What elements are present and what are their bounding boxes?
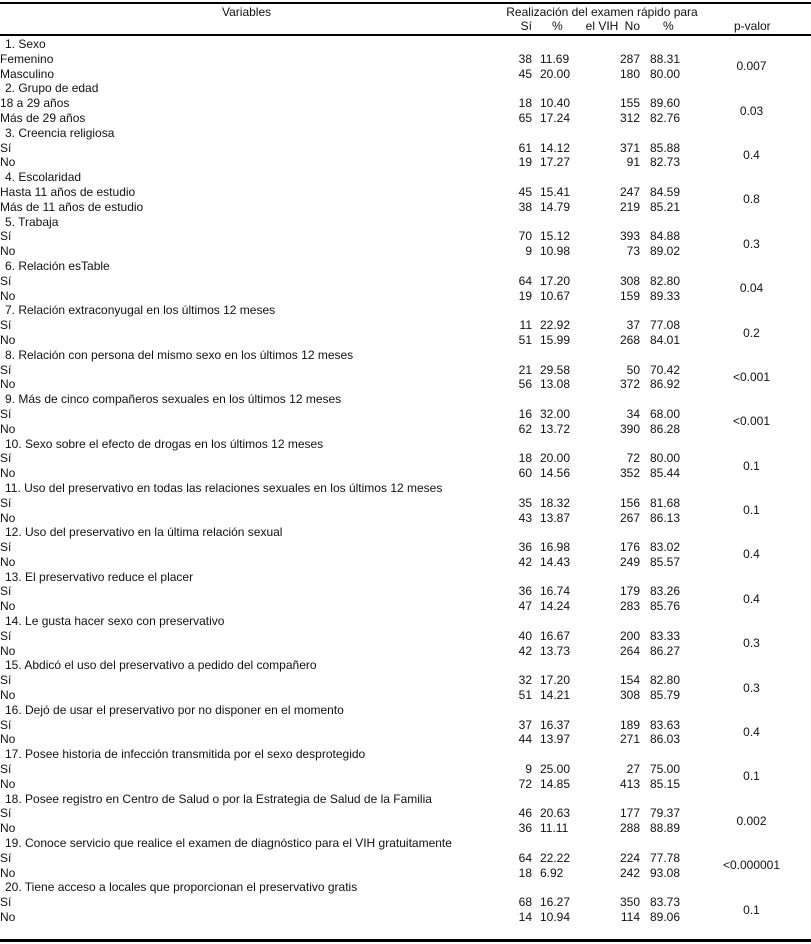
- count-no: 200: [619, 628, 640, 643]
- count-si: 18: [518, 96, 532, 111]
- category-label: Sí: [0, 584, 12, 599]
- category-label: Sí: [0, 273, 12, 288]
- count-no: 393: [619, 229, 640, 244]
- category-label: Hasta 11 años de estudio: [0, 184, 136, 199]
- category-label: No: [0, 554, 16, 569]
- category-label: Sí: [0, 451, 12, 466]
- count-no: 72: [626, 451, 640, 466]
- count-si: 32: [518, 673, 532, 688]
- category-label: No: [0, 421, 16, 436]
- count-no: 268: [619, 332, 640, 347]
- variable-data: [0, 806, 811, 836]
- variable-label: 19. Conoce servicio que realice el examen de diagnóstico para el VIH gratuitamente: [5, 836, 452, 851]
- count-si: 36: [518, 821, 532, 836]
- percent-si: 22.22: [540, 850, 571, 865]
- percent-no: 83.63: [650, 717, 681, 732]
- percent-si: 11.11: [540, 821, 569, 836]
- variable-group: [0, 792, 811, 836]
- count-si: 35: [518, 495, 532, 510]
- category-label: No: [0, 466, 16, 481]
- percent-no: 85.79: [650, 688, 681, 703]
- variable-data: [0, 540, 811, 570]
- count-no: 308: [619, 273, 640, 288]
- count-no: 176: [619, 540, 640, 555]
- percent-no: 80.00: [650, 451, 681, 466]
- count-no: 73: [626, 244, 640, 259]
- variable-label: 12. Uso del preservativo en la última relación sexual: [5, 525, 283, 540]
- variable-data: [0, 96, 811, 126]
- percent-si: 13.08: [540, 377, 571, 392]
- count-no: 413: [619, 776, 640, 791]
- category-label: Sí: [0, 762, 12, 777]
- count-no: 372: [619, 377, 640, 392]
- p-value: 0.1: [743, 769, 760, 784]
- p-value: 0.002: [736, 813, 767, 828]
- percent-si: 16.98: [540, 540, 571, 555]
- percent-si: 17.20: [540, 673, 571, 688]
- percent-si: 13.97: [540, 732, 571, 747]
- count-no: 180: [619, 66, 640, 81]
- percent-si: 16.27: [540, 895, 571, 910]
- count-no: 288: [619, 821, 640, 836]
- percent-si: 10.40: [540, 96, 571, 111]
- percent-si: 14.43: [540, 554, 571, 569]
- variable-data: [0, 629, 811, 659]
- percent-si: 16.37: [540, 717, 571, 732]
- count-no: 249: [619, 554, 640, 569]
- count-si: 11: [519, 318, 532, 333]
- p-value: 0.4: [743, 591, 760, 606]
- p-value: 0.1: [743, 458, 760, 473]
- count-si: 51: [518, 688, 532, 703]
- percent-si: 14.85: [540, 776, 571, 791]
- percent-si: 10.94: [540, 910, 571, 925]
- count-si: 14: [518, 910, 532, 925]
- category-label: Sí: [0, 628, 12, 643]
- variable-data: [0, 229, 811, 259]
- category-label: Sí: [0, 895, 12, 910]
- variable-group: [0, 37, 811, 81]
- percent-no: 85.76: [650, 599, 681, 614]
- p-value: 0.007: [736, 59, 767, 74]
- category-label: Femenino: [0, 51, 54, 66]
- count-no: 177: [619, 806, 640, 821]
- percent-si: 15.41: [540, 184, 571, 199]
- variable-group: [0, 836, 811, 880]
- percent-no: 82.73: [650, 155, 681, 170]
- variable-group: [0, 81, 811, 125]
- count-si: 61: [518, 140, 532, 155]
- variable-label: 6. Relación esTable: [5, 258, 110, 273]
- variable-group: [0, 437, 811, 481]
- percent-si: 16.67: [540, 628, 571, 643]
- variable-data: [0, 318, 811, 348]
- category-label: Más de 29 años: [0, 110, 86, 125]
- percent-no: 93.08: [650, 865, 681, 880]
- variable-label: 3. Creencia religiosa: [5, 125, 115, 140]
- percent-si: 18.32: [540, 495, 571, 510]
- p-value: 0.8: [743, 192, 760, 207]
- count-si: 36: [518, 540, 532, 555]
- variable-label: 16. Dejó de usar el preservativo por no disponer en el momento: [5, 702, 344, 717]
- percent-si: 15.99: [540, 332, 571, 347]
- percent-si: 29.58: [540, 362, 571, 377]
- category-label: No: [0, 776, 16, 791]
- percent-no: 70.42: [650, 362, 681, 377]
- count-si: 18: [518, 451, 532, 466]
- variable-data: [0, 718, 811, 748]
- table-top-rule: [0, 2, 811, 4]
- variable-data: [0, 141, 811, 171]
- count-no: 189: [619, 717, 640, 732]
- percent-si: 15.12: [540, 229, 571, 244]
- header-p-valor: p-valor: [734, 19, 771, 33]
- percent-no: 85.21: [650, 199, 681, 214]
- variable-label: 4. Escolaridad: [5, 170, 82, 185]
- count-si: 19: [518, 155, 532, 170]
- header-no: No: [624, 19, 640, 33]
- count-no: 156: [619, 495, 640, 510]
- category-label: 18 a 29 años: [0, 96, 70, 111]
- variable-label: 2. Grupo de edad: [5, 81, 99, 96]
- count-si: 21: [518, 362, 532, 377]
- count-no: 154: [619, 673, 640, 688]
- header-pct-si: %: [552, 19, 563, 33]
- header-group-title: Realización del examen rápido para el VIH: [506, 5, 698, 33]
- percent-si: 20.00: [540, 451, 571, 466]
- count-si: 62: [518, 421, 532, 436]
- percent-si: 22.92: [540, 318, 571, 333]
- variable-label: 20. Tiene acceso a locales que proporcionan el preservativo gratis: [5, 880, 358, 895]
- variable-label: 18. Posee registro en Centro de Salud o por la Estrategia de Salud de la Familia: [5, 791, 432, 806]
- count-no: 219: [619, 199, 640, 214]
- percent-si: 17.24: [540, 110, 571, 125]
- variable-group: [0, 880, 811, 924]
- percent-no: 88.89: [650, 821, 681, 836]
- percent-si: 13.72: [540, 421, 571, 436]
- percent-no: 85.44: [650, 466, 681, 481]
- percent-no: 84.01: [650, 332, 681, 347]
- count-no: 91: [626, 155, 640, 170]
- category-label: Más de 11 años de estudio: [0, 199, 144, 214]
- variable-group: [0, 570, 811, 614]
- count-no: 242: [619, 865, 640, 880]
- variable-label: 11. Uso del preservativo en todas las relaciones sexuales en los últimos 12 meses: [5, 480, 443, 495]
- count-no: 352: [619, 466, 640, 481]
- category-label: Sí: [0, 540, 12, 555]
- percent-no: 77.08: [650, 318, 681, 333]
- variable-group: [0, 747, 811, 791]
- variable-label: 5. Trabaja: [5, 214, 59, 229]
- count-no: 371: [619, 140, 640, 155]
- category-label: No: [0, 865, 16, 880]
- percent-no: 82.76: [650, 110, 681, 125]
- percent-no: 75.00: [650, 762, 681, 777]
- variable-label: 1. Sexo: [5, 37, 46, 51]
- percent-no: 77.78: [650, 850, 681, 865]
- count-si: 64: [518, 273, 532, 288]
- percent-si: 10.98: [540, 244, 571, 259]
- category-label: Sí: [0, 806, 12, 821]
- count-si: 42: [518, 554, 532, 569]
- variable-label: 8. Relación con persona del mismo sexo en los últimos 12 meses: [5, 347, 354, 362]
- count-si: 64: [518, 850, 532, 865]
- percent-si: 14.12: [540, 140, 571, 155]
- p-value: <0.001: [732, 369, 771, 384]
- count-si: 9: [525, 762, 532, 777]
- percent-no: 86.13: [650, 510, 681, 525]
- percent-no: 86.92: [650, 377, 681, 392]
- count-si: 40: [518, 628, 532, 643]
- percent-no: 86.03: [650, 732, 681, 747]
- percent-si: 14.24: [540, 599, 571, 614]
- count-no: 308: [619, 688, 640, 703]
- count-si: 45: [518, 184, 532, 199]
- count-si: 60: [518, 466, 532, 481]
- variable-group: [0, 614, 811, 658]
- count-no: 114: [620, 910, 640, 925]
- category-label: No: [0, 332, 16, 347]
- variable-label: 10. Sexo sobre el efecto de drogas en los últimos 12 meses: [5, 436, 324, 451]
- variable-label: 7. Relación extraconyugal en los últimos 12 meses: [5, 303, 276, 318]
- category-label: Masculino: [0, 66, 55, 81]
- percent-no: 89.33: [650, 288, 681, 303]
- category-label: No: [0, 910, 16, 925]
- count-si: 45: [518, 66, 532, 81]
- count-si: 42: [518, 643, 532, 658]
- percent-no: 83.73: [650, 895, 681, 910]
- header-pct-no: %: [663, 19, 674, 33]
- percent-si: 16.74: [540, 584, 571, 599]
- category-label: Sí: [0, 717, 12, 732]
- variable-data: [0, 407, 811, 437]
- count-si: 19: [518, 288, 532, 303]
- count-no: 224: [619, 850, 640, 865]
- variable-data: [0, 762, 811, 792]
- percent-no: 89.02: [650, 244, 681, 259]
- p-value: 0.4: [743, 147, 760, 162]
- variable-data: [0, 52, 811, 82]
- percent-no: 89.60: [650, 96, 681, 111]
- variable-group: [0, 481, 811, 525]
- percent-no: 80.00: [650, 66, 681, 81]
- category-label: Sí: [0, 406, 12, 421]
- p-value: <0.000001: [722, 858, 781, 873]
- variable-data: [0, 895, 811, 925]
- count-si: 65: [518, 110, 532, 125]
- percent-si: 14.21: [540, 688, 571, 703]
- category-label: Sí: [0, 850, 12, 865]
- percent-no: 85.88: [650, 140, 681, 155]
- count-si: 44: [518, 732, 532, 747]
- percent-no: 86.28: [650, 421, 681, 436]
- variable-label: 17. Posee historia de infección transmitida por el sexo desprotegido: [5, 747, 366, 762]
- count-si: 72: [518, 776, 532, 791]
- percent-si: 10.67: [540, 288, 571, 303]
- percent-no: 83.02: [650, 540, 681, 555]
- variable-label: 14. Le gusta hacer sexo con preservativo: [5, 614, 225, 629]
- count-no: 350: [619, 895, 640, 910]
- header-variables: Variables: [222, 5, 272, 19]
- count-no: 271: [619, 732, 640, 747]
- percent-si: 20.00: [540, 66, 571, 81]
- count-no: 27: [626, 762, 640, 777]
- count-si: 43: [518, 510, 532, 525]
- category-label: Sí: [0, 140, 12, 155]
- category-label: No: [0, 688, 16, 703]
- variable-data: [0, 451, 811, 481]
- percent-si: 32.00: [540, 406, 571, 421]
- percent-no: 81.68: [650, 495, 681, 510]
- count-si: 18: [518, 865, 532, 880]
- count-no: 267: [619, 510, 640, 525]
- percent-no: 85.57: [650, 554, 681, 569]
- count-no: 390: [619, 421, 640, 436]
- variable-group: [0, 126, 811, 170]
- variable-data: [0, 185, 811, 215]
- count-si: 56: [518, 377, 532, 392]
- category-label: No: [0, 821, 16, 836]
- percent-si: 14.56: [540, 466, 571, 481]
- count-si: 68: [518, 895, 532, 910]
- category-label: Sí: [0, 673, 12, 688]
- percent-no: 85.15: [650, 776, 681, 791]
- percent-si: 13.87: [540, 510, 571, 525]
- count-no: 312: [619, 110, 640, 125]
- category-label: No: [0, 288, 16, 303]
- variable-label: 13. El preservativo reduce el placer: [5, 569, 194, 584]
- variable-data: [0, 851, 811, 881]
- count-si: 38: [518, 199, 532, 214]
- percent-no: 83.33: [650, 628, 681, 643]
- variable-data: [0, 496, 811, 526]
- count-no: 287: [619, 51, 640, 66]
- p-value: 0.03: [739, 103, 764, 118]
- percent-no: 86.27: [650, 643, 681, 658]
- p-value: 0.04: [739, 281, 764, 296]
- count-no: 179: [619, 584, 640, 599]
- variable-data: [0, 673, 811, 703]
- percent-si: 6.92: [540, 865, 564, 880]
- count-no: 159: [619, 288, 640, 303]
- category-label: Sí: [0, 495, 12, 510]
- p-value: 0.4: [743, 547, 760, 562]
- percent-si: 11.69: [540, 51, 570, 66]
- p-value: <0.001: [732, 414, 771, 429]
- percent-no: 82.80: [650, 673, 681, 688]
- variable-group: [0, 259, 811, 303]
- p-value: 0.3: [743, 236, 760, 251]
- variable-label: 15. Abdicó el uso del preservativo a pedido del compañero: [5, 658, 317, 673]
- count-no: 283: [619, 599, 640, 614]
- percent-no: 79.37: [650, 806, 681, 821]
- count-si: 38: [518, 51, 532, 66]
- variable-group: [0, 348, 811, 392]
- percent-no: 68.00: [650, 406, 681, 421]
- count-no: 34: [626, 406, 640, 421]
- variable-label: 9. Más de cinco compañeros sexuales en los últimos 12 meses: [5, 392, 342, 407]
- category-label: Sí: [0, 229, 12, 244]
- percent-no: 88.31: [650, 51, 681, 66]
- percent-si: 14.79: [540, 199, 571, 214]
- variable-group: [0, 658, 811, 702]
- variable-data: [0, 274, 811, 304]
- category-label: No: [0, 377, 16, 392]
- count-si: 70: [518, 229, 532, 244]
- category-label: No: [0, 510, 16, 525]
- percent-no: 84.88: [650, 229, 681, 244]
- count-si: 16: [518, 406, 532, 421]
- variable-group: [0, 215, 811, 259]
- table-body: [0, 37, 811, 925]
- percent-si: 20.63: [540, 806, 571, 821]
- table-bottom-rule: [0, 939, 811, 942]
- percent-si: 25.00: [540, 762, 571, 777]
- header-rule: [0, 34, 811, 36]
- category-label: No: [0, 599, 16, 614]
- percent-si: 17.27: [540, 155, 571, 170]
- variable-group: [0, 392, 811, 436]
- count-si: 36: [518, 584, 532, 599]
- percent-no: 84.59: [650, 184, 681, 199]
- category-label: No: [0, 244, 16, 259]
- p-value: 0.1: [743, 902, 760, 917]
- p-value: 0.2: [743, 325, 760, 340]
- variable-data: [0, 584, 811, 614]
- count-no: 50: [626, 362, 640, 377]
- count-si: 46: [518, 806, 532, 821]
- header-si: Sí: [520, 19, 532, 33]
- p-value: 0.1: [743, 503, 760, 518]
- p-value: 0.4: [743, 725, 760, 740]
- percent-si: 13.73: [540, 643, 571, 658]
- count-no: 37: [626, 318, 640, 333]
- category-label: Sí: [0, 318, 12, 333]
- category-label: No: [0, 155, 16, 170]
- percent-si: 17.20: [540, 273, 571, 288]
- percent-no: 89.06: [650, 910, 681, 925]
- category-label: No: [0, 643, 16, 658]
- count-si: 37: [518, 717, 532, 732]
- variable-group: [0, 303, 811, 347]
- count-si: 9: [525, 244, 532, 259]
- variable-data: [0, 363, 811, 393]
- variable-group: [0, 525, 811, 569]
- p-value: 0.3: [743, 680, 760, 695]
- count-si: 51: [518, 332, 532, 347]
- percent-no: 83.26: [650, 584, 681, 599]
- category-label: Sí: [0, 362, 12, 377]
- count-no: 155: [619, 96, 640, 111]
- count-no: 264: [619, 643, 640, 658]
- category-label: No: [0, 732, 16, 747]
- count-si: 47: [518, 599, 532, 614]
- count-no: 247: [619, 184, 640, 199]
- percent-no: 82.80: [650, 273, 681, 288]
- p-value: 0.3: [743, 636, 760, 651]
- variable-group: [0, 703, 811, 747]
- variable-group: [0, 170, 811, 214]
